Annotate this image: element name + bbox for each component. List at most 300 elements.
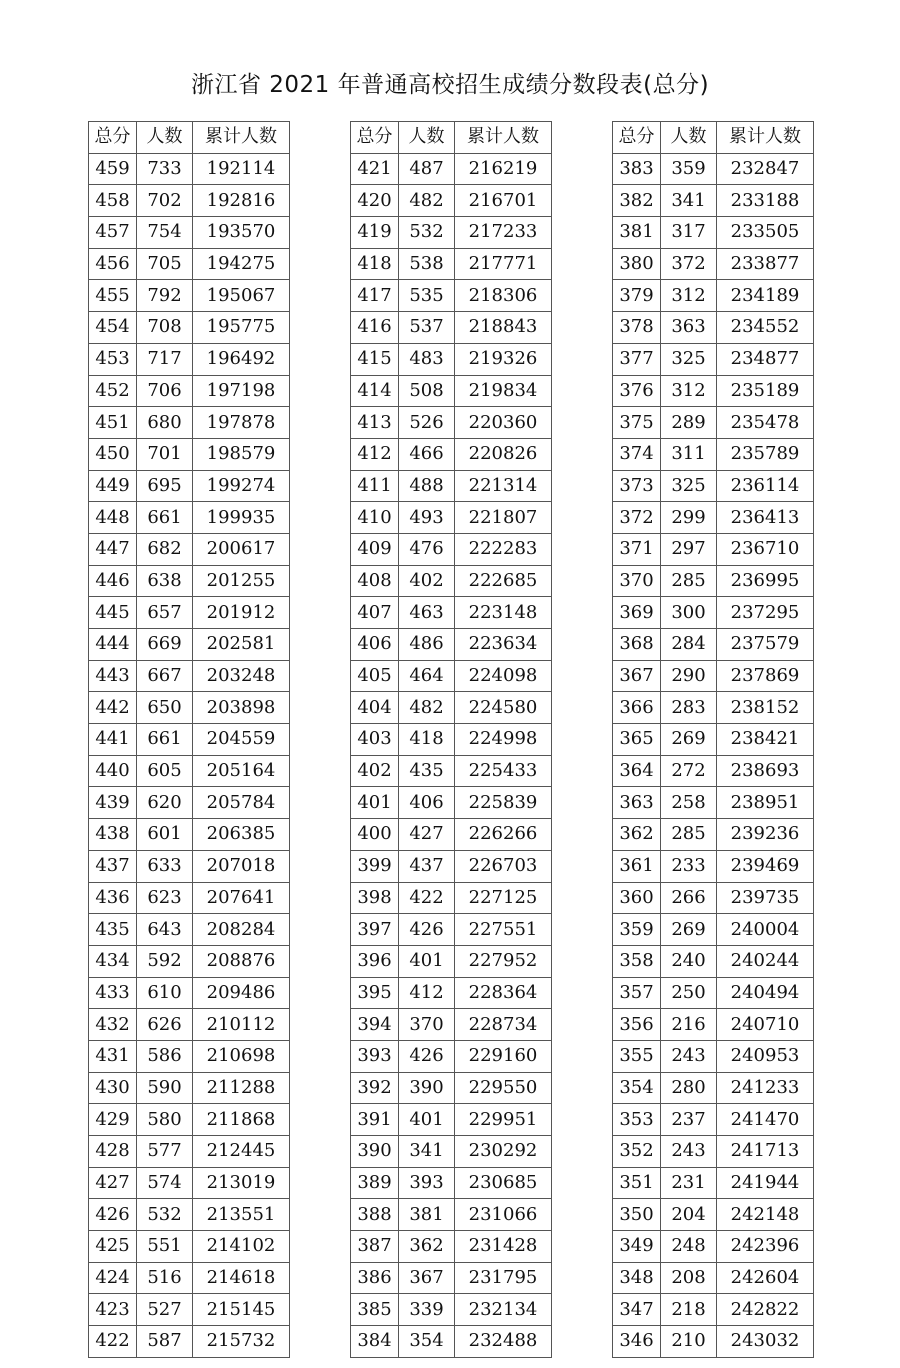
cell-cumulative: 236413: [717, 502, 814, 534]
cell-cumulative: 225433: [455, 755, 552, 787]
cell-total-score: 433: [89, 977, 137, 1009]
table-row: [613, 1167, 814, 1199]
cell-total-score: 353: [613, 1104, 661, 1136]
table-row: [613, 787, 814, 819]
cell-cumulative: 238152: [717, 692, 814, 724]
table-row: [89, 977, 290, 1009]
cell-cumulative: 195775: [193, 312, 290, 344]
cell-count: 393: [399, 1167, 455, 1199]
cell-total-score: 444: [89, 629, 137, 661]
cell-cumulative: 209486: [193, 977, 290, 1009]
cell-cumulative: 215145: [193, 1294, 290, 1326]
table-row: [613, 755, 814, 787]
table-row: [89, 945, 290, 977]
cell-count: 463: [399, 597, 455, 629]
cell-count: 208: [661, 1262, 717, 1294]
cell-cumulative: 195067: [193, 280, 290, 312]
cell-cumulative: 216701: [455, 185, 552, 217]
cell-count: 269: [661, 724, 717, 756]
cell-count: 586: [137, 1040, 193, 1072]
cell-count: 266: [661, 882, 717, 914]
cell-cumulative: 216219: [455, 153, 552, 185]
table-row: [613, 692, 814, 724]
cell-total-score: 368: [613, 629, 661, 661]
cell-count: 406: [399, 787, 455, 819]
cell-count: 325: [661, 343, 717, 375]
cell-count: 620: [137, 787, 193, 819]
table-row: [89, 597, 290, 629]
cell-total-score: 416: [351, 312, 399, 344]
cell-cumulative: 218306: [455, 280, 552, 312]
cell-total-score: 438: [89, 819, 137, 851]
cell-cumulative: 224098: [455, 660, 552, 692]
cell-cumulative: 206385: [193, 819, 290, 851]
cell-total-score: 347: [613, 1294, 661, 1326]
table-row: [613, 1040, 814, 1072]
cell-cumulative: 239236: [717, 819, 814, 851]
table-row: [351, 882, 552, 914]
cell-total-score: 355: [613, 1040, 661, 1072]
header-row: [351, 122, 552, 154]
cell-count: 401: [399, 945, 455, 977]
cell-count: 243: [661, 1040, 717, 1072]
cell-count: 580: [137, 1104, 193, 1136]
cell-total-score: 425: [89, 1231, 137, 1263]
table-row: [89, 1072, 290, 1104]
cell-count: 623: [137, 882, 193, 914]
cell-count: 233: [661, 850, 717, 882]
cell-count: 680: [137, 407, 193, 439]
cell-total-score: 455: [89, 280, 137, 312]
cell-count: 610: [137, 977, 193, 1009]
cell-count: 272: [661, 755, 717, 787]
cell-total-score: 387: [351, 1231, 399, 1263]
cell-total-score: 382: [613, 185, 661, 217]
table-row: [351, 248, 552, 280]
cell-count: 483: [399, 343, 455, 375]
cell-total-score: 439: [89, 787, 137, 819]
table-row: [613, 470, 814, 502]
table-row: [613, 724, 814, 756]
table-row: [89, 1231, 290, 1263]
table-row: [613, 977, 814, 1009]
header-total-score: 总分: [89, 122, 137, 154]
table-row: [613, 1104, 814, 1136]
cell-total-score: 359: [613, 914, 661, 946]
table-row: [89, 185, 290, 217]
table-row: [351, 312, 552, 344]
table-row: [351, 1199, 552, 1231]
cell-total-score: 358: [613, 945, 661, 977]
cell-cumulative: 242822: [717, 1294, 814, 1326]
table-row: [351, 153, 552, 185]
cell-count: 218: [661, 1294, 717, 1326]
cell-total-score: 370: [613, 565, 661, 597]
table-row: [89, 1294, 290, 1326]
cell-count: 682: [137, 533, 193, 565]
table-row: [89, 153, 290, 185]
cell-count: 482: [399, 692, 455, 724]
cell-total-score: 399: [351, 850, 399, 882]
table-row: [351, 438, 552, 470]
score-table-3: [612, 121, 814, 1358]
cell-total-score: 364: [613, 755, 661, 787]
cell-count: 516: [137, 1262, 193, 1294]
cell-total-score: 360: [613, 882, 661, 914]
table-row: [89, 1104, 290, 1136]
cell-total-score: 459: [89, 153, 137, 185]
cell-count: 285: [661, 819, 717, 851]
cell-cumulative: 241713: [717, 1136, 814, 1168]
cell-cumulative: 229160: [455, 1040, 552, 1072]
cell-cumulative: 233188: [717, 185, 814, 217]
table-row: [89, 407, 290, 439]
table-row: [89, 565, 290, 597]
cell-total-score: 401: [351, 787, 399, 819]
table-row: [613, 153, 814, 185]
table-row: [351, 1009, 552, 1041]
cell-total-score: 426: [89, 1199, 137, 1231]
cell-total-score: 392: [351, 1072, 399, 1104]
cell-cumulative: 236710: [717, 533, 814, 565]
cell-count: 526: [399, 407, 455, 439]
table-row: [351, 787, 552, 819]
header-cumulative: 累计人数: [717, 122, 814, 154]
cell-total-score: 352: [613, 1136, 661, 1168]
table-row: [613, 660, 814, 692]
header-count: 人数: [137, 122, 193, 154]
table-row: [89, 755, 290, 787]
table-row: [613, 533, 814, 565]
table-row: [351, 280, 552, 312]
cell-count: 231: [661, 1167, 717, 1199]
cell-cumulative: 200617: [193, 533, 290, 565]
cell-cumulative: 227952: [455, 945, 552, 977]
cell-total-score: 384: [351, 1326, 399, 1358]
table-row: [613, 502, 814, 534]
cell-cumulative: 217233: [455, 217, 552, 249]
cell-cumulative: 219834: [455, 375, 552, 407]
table-row: [351, 533, 552, 565]
cell-total-score: 371: [613, 533, 661, 565]
cell-count: 299: [661, 502, 717, 534]
cell-total-score: 454: [89, 312, 137, 344]
table-row: [351, 375, 552, 407]
table-row: [351, 1136, 552, 1168]
cell-count: 527: [137, 1294, 193, 1326]
cell-count: 551: [137, 1231, 193, 1263]
cell-cumulative: 220360: [455, 407, 552, 439]
cell-count: 669: [137, 629, 193, 661]
cell-total-score: 440: [89, 755, 137, 787]
cell-count: 488: [399, 470, 455, 502]
cell-total-score: 372: [613, 502, 661, 534]
cell-cumulative: 228364: [455, 977, 552, 1009]
cell-cumulative: 235789: [717, 438, 814, 470]
cell-total-score: 412: [351, 438, 399, 470]
cell-count: 426: [399, 914, 455, 946]
cell-cumulative: 230292: [455, 1136, 552, 1168]
cell-count: 708: [137, 312, 193, 344]
header-cumulative: 累计人数: [193, 122, 290, 154]
table-row: [89, 819, 290, 851]
cell-cumulative: 236995: [717, 565, 814, 597]
cell-cumulative: 219326: [455, 343, 552, 375]
table-row: [89, 502, 290, 534]
table-row: [89, 787, 290, 819]
table-row: [613, 850, 814, 882]
cell-cumulative: 228734: [455, 1009, 552, 1041]
cell-total-score: 402: [351, 755, 399, 787]
cell-cumulative: 231428: [455, 1231, 552, 1263]
cell-count: 283: [661, 692, 717, 724]
cell-count: 435: [399, 755, 455, 787]
cell-total-score: 354: [613, 1072, 661, 1104]
table-row: [613, 343, 814, 375]
cell-cumulative: 234877: [717, 343, 814, 375]
cell-total-score: 349: [613, 1231, 661, 1263]
cell-count: 243: [661, 1136, 717, 1168]
cell-cumulative: 240004: [717, 914, 814, 946]
cell-total-score: 417: [351, 280, 399, 312]
cell-total-score: 437: [89, 850, 137, 882]
cell-count: 317: [661, 217, 717, 249]
cell-count: 587: [137, 1326, 193, 1358]
cell-total-score: 377: [613, 343, 661, 375]
cell-total-score: 389: [351, 1167, 399, 1199]
cell-cumulative: 229951: [455, 1104, 552, 1136]
cell-cumulative: 231066: [455, 1199, 552, 1231]
cell-count: 508: [399, 375, 455, 407]
cell-cumulative: 198579: [193, 438, 290, 470]
cell-count: 667: [137, 660, 193, 692]
cell-count: 577: [137, 1136, 193, 1168]
cell-count: 269: [661, 914, 717, 946]
cell-total-score: 400: [351, 819, 399, 851]
cell-total-score: 391: [351, 1104, 399, 1136]
cell-cumulative: 221807: [455, 502, 552, 534]
cell-cumulative: 213019: [193, 1167, 290, 1199]
cell-cumulative: 193570: [193, 217, 290, 249]
cell-total-score: 351: [613, 1167, 661, 1199]
cell-cumulative: 207641: [193, 882, 290, 914]
table-row: [351, 597, 552, 629]
page-title: 浙江省 2021 年普通高校招生成绩分数段表(总分): [190, 72, 710, 98]
cell-count: 661: [137, 502, 193, 534]
cell-total-score: 373: [613, 470, 661, 502]
cell-total-score: 403: [351, 724, 399, 756]
cell-count: 325: [661, 470, 717, 502]
cell-total-score: 374: [613, 438, 661, 470]
cell-count: 650: [137, 692, 193, 724]
cell-count: 248: [661, 1231, 717, 1263]
cell-cumulative: 229550: [455, 1072, 552, 1104]
table-row: [89, 692, 290, 724]
cell-total-score: 405: [351, 660, 399, 692]
cell-count: 285: [661, 565, 717, 597]
cell-total-score: 422: [89, 1326, 137, 1358]
cell-total-score: 361: [613, 850, 661, 882]
table-row: [351, 755, 552, 787]
cell-count: 717: [137, 343, 193, 375]
header-row: [89, 122, 290, 154]
cell-cumulative: 199274: [193, 470, 290, 502]
cell-cumulative: 225839: [455, 787, 552, 819]
cell-total-score: 413: [351, 407, 399, 439]
score-table-1: [88, 121, 290, 1358]
cell-count: 312: [661, 375, 717, 407]
cell-cumulative: 224998: [455, 724, 552, 756]
cell-count: 626: [137, 1009, 193, 1041]
cell-cumulative: 223148: [455, 597, 552, 629]
table-row: [89, 1199, 290, 1231]
table-row: [613, 375, 814, 407]
table-row: [89, 248, 290, 280]
table-row: [613, 565, 814, 597]
cell-total-score: 414: [351, 375, 399, 407]
cell-count: 702: [137, 185, 193, 217]
cell-count: 486: [399, 629, 455, 661]
table-row: [351, 1294, 552, 1326]
cell-total-score: 436: [89, 882, 137, 914]
cell-count: 590: [137, 1072, 193, 1104]
cell-count: 210: [661, 1326, 717, 1358]
table-row: [351, 660, 552, 692]
cell-cumulative: 212445: [193, 1136, 290, 1168]
cell-cumulative: 236114: [717, 470, 814, 502]
cell-cumulative: 201912: [193, 597, 290, 629]
cell-cumulative: 234552: [717, 312, 814, 344]
cell-total-score: 404: [351, 692, 399, 724]
cell-total-score: 398: [351, 882, 399, 914]
cell-total-score: 435: [89, 914, 137, 946]
cell-cumulative: 194275: [193, 248, 290, 280]
cell-total-score: 362: [613, 819, 661, 851]
table-row: [351, 914, 552, 946]
table-row: [89, 217, 290, 249]
header-row: [613, 122, 814, 154]
cell-total-score: 450: [89, 438, 137, 470]
cell-cumulative: 240494: [717, 977, 814, 1009]
cell-total-score: 420: [351, 185, 399, 217]
table-row: [613, 1262, 814, 1294]
cell-cumulative: 210698: [193, 1040, 290, 1072]
cell-total-score: 397: [351, 914, 399, 946]
table-row: [89, 1326, 290, 1358]
cell-count: 792: [137, 280, 193, 312]
cell-cumulative: 227551: [455, 914, 552, 946]
cell-total-score: 388: [351, 1199, 399, 1231]
cell-total-score: 448: [89, 502, 137, 534]
table-row: [351, 692, 552, 724]
table-row: [613, 882, 814, 914]
cell-count: 289: [661, 407, 717, 439]
cell-count: 359: [661, 153, 717, 185]
cell-total-score: 390: [351, 1136, 399, 1168]
cell-total-score: 446: [89, 565, 137, 597]
table-row: [351, 977, 552, 1009]
table-row: [613, 1009, 814, 1041]
cell-count: 482: [399, 185, 455, 217]
table-row: [89, 629, 290, 661]
cell-count: 535: [399, 280, 455, 312]
cell-count: 311: [661, 438, 717, 470]
cell-count: 258: [661, 787, 717, 819]
cell-cumulative: 196492: [193, 343, 290, 375]
cell-total-score: 442: [89, 692, 137, 724]
cell-cumulative: 211288: [193, 1072, 290, 1104]
table-row: [351, 1104, 552, 1136]
table-row: [351, 407, 552, 439]
cell-count: 487: [399, 153, 455, 185]
cell-count: 592: [137, 945, 193, 977]
cell-count: 638: [137, 565, 193, 597]
cell-count: 402: [399, 565, 455, 597]
cell-count: 401: [399, 1104, 455, 1136]
cell-total-score: 346: [613, 1326, 661, 1358]
cell-total-score: 350: [613, 1199, 661, 1231]
table-row: [351, 470, 552, 502]
cell-cumulative: 235478: [717, 407, 814, 439]
table-row: [351, 850, 552, 882]
cell-cumulative: 241470: [717, 1104, 814, 1136]
cell-count: 633: [137, 850, 193, 882]
table-row: [613, 1136, 814, 1168]
cell-cumulative: 197878: [193, 407, 290, 439]
cell-cumulative: 232847: [717, 153, 814, 185]
cell-total-score: 419: [351, 217, 399, 249]
cell-count: 363: [661, 312, 717, 344]
cell-total-score: 394: [351, 1009, 399, 1041]
cell-total-score: 366: [613, 692, 661, 724]
cell-total-score: 434: [89, 945, 137, 977]
cell-count: 574: [137, 1167, 193, 1199]
cell-total-score: 456: [89, 248, 137, 280]
cell-total-score: 357: [613, 977, 661, 1009]
cell-cumulative: 224580: [455, 692, 552, 724]
cell-total-score: 421: [351, 153, 399, 185]
table-row: [613, 280, 814, 312]
cell-cumulative: 201255: [193, 565, 290, 597]
cell-total-score: 395: [351, 977, 399, 1009]
cell-count: 290: [661, 660, 717, 692]
table-row: [613, 438, 814, 470]
cell-count: 643: [137, 914, 193, 946]
cell-cumulative: 233505: [717, 217, 814, 249]
header-total-score: 总分: [613, 122, 661, 154]
cell-cumulative: 199935: [193, 502, 290, 534]
cell-total-score: 415: [351, 343, 399, 375]
cell-cumulative: 237295: [717, 597, 814, 629]
cell-cumulative: 210112: [193, 1009, 290, 1041]
table-row: [351, 1072, 552, 1104]
cell-cumulative: 221314: [455, 470, 552, 502]
cell-total-score: 457: [89, 217, 137, 249]
cell-count: 341: [399, 1136, 455, 1168]
cell-count: 339: [399, 1294, 455, 1326]
cell-count: 297: [661, 533, 717, 565]
cell-cumulative: 242396: [717, 1231, 814, 1263]
cell-cumulative: 205164: [193, 755, 290, 787]
cell-cumulative: 214102: [193, 1231, 290, 1263]
table-row: [89, 438, 290, 470]
cell-count: 367: [399, 1262, 455, 1294]
cell-cumulative: 207018: [193, 850, 290, 882]
cell-total-score: 376: [613, 375, 661, 407]
cell-cumulative: 214618: [193, 1262, 290, 1294]
cell-count: 250: [661, 977, 717, 1009]
table-row: [89, 660, 290, 692]
